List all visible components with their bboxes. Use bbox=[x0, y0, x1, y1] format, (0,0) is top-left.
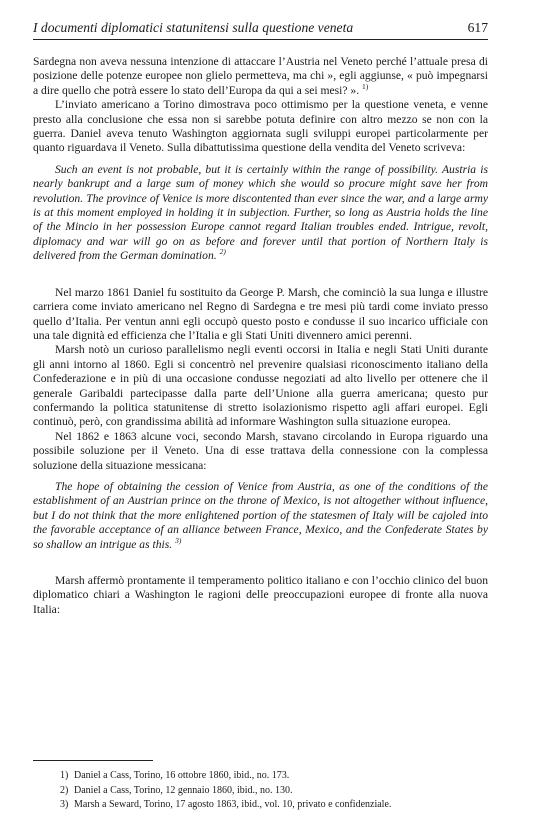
block-quote: The hope of obtaining the cession of Venice from Austria, as one of the conditions of the establishment of an Austrian prince on the throne of Mexico, is not altogether without influence, but I do not think that the more enlightened portion of the statesmen of Italy will be cajoled into the favorable acceptance of an alliance between France, Mexico, and the Confederate States by so shallow an intrigue as this. $^{3)}$ bbox=[33, 479, 488, 551]
footnote-ref: 2) bbox=[219, 247, 226, 257]
paragraph: L’inviato americano a Torino dimostrava poco ottimismo per la questione veneta, e venne presto alla conclusione che essa non si sarebbe potuta definire con altro mezzo se non con la guerra. Daniel aveva tenuto Washington aggiornata sugli sviluppi europei particolarmente per quanto riguardava il Veneto. Sulla dibattutissima questione della vendita del Veneto scriveva: bbox=[33, 98, 488, 155]
footnote-divider bbox=[33, 760, 153, 761]
body-text bbox=[33, 55, 488, 617]
paragraph: Nel 1862 e 1863 alcune voci, secondo Marsh, stavano circolando in Europa riguardo una possibile soluzione per il Veneto. Una di esse trattava della connessione con la complessa soluzione della situazione messicana: bbox=[33, 429, 488, 472]
footnote bbox=[60, 784, 490, 799]
footnote-text: Daniel a Cass, Torino, 16 ottobre 1860, ibid., no. 173. bbox=[74, 770, 290, 781]
footnote-number: 1) bbox=[60, 770, 69, 781]
footnote-ref: 1) bbox=[362, 81, 369, 91]
paragraph-continuation: Sardegna non aveva nessuna intenzione di attaccare l’Austria nel Veneto perché l’attuale presa di posizione delle potenze europee non glielo permetteva, ma chi », egli aggiunse, « può impegnarsi a dire quello che potrà essere lo stato dell’Europa da qui a sei mesi? ». $^{1)}$ bbox=[33, 55, 488, 97]
footnote-text: Marsh a Seward, Torino, 17 agosto 1863, ibid., vol. 10, privato e confidenziale. bbox=[74, 799, 392, 810]
footnotes bbox=[60, 769, 490, 813]
page-header bbox=[33, 20, 488, 40]
running-title: I documenti diplomatici statunitensi sulla questione veneta bbox=[33, 20, 354, 35]
footnote bbox=[60, 798, 490, 813]
footnote-ref: 3) bbox=[175, 535, 182, 545]
footnote-number: 2) bbox=[60, 784, 69, 796]
page-number: 617 bbox=[467, 20, 488, 35]
footnote-text: Daniel a Cass, Torino, 12 gennaio 1860, ibid., no. 130. bbox=[74, 784, 293, 796]
block-quote: Such an event is not probable, but it is certainly within the range of possibility. Austria is nearly bankrupt and a large sum of money which she would so procure might save her from revolution. The province of Venice is more discontented than ever since the war, and a large army is at this moment employed in holding it in subjection. Further, so long as Austria holds the line of the Mincio in her possession Europe cannot regard Italian troubles ended. Intrigue, revolt, diplomacy and war will go on as before and forever until that portion of Northern Italy is delivered from the German domination. $^{2)}$ bbox=[33, 162, 488, 263]
paragraph: Marsh affermò prontamente il temperamento politico italiano e con l’occhio clinico del buon diplomatico chiari a Washington le ragioni delle preoccupazioni europee di fronte alla nuova Italia: bbox=[33, 574, 488, 616]
paragraph: Nel marzo 1861 Daniel fu sostituito da George P. Marsh, che cominciò la sua lunga e illustre carriera come inviato americano nel Regno di Sardegna e tre mesi più tardi come inviato presso quello d’Italia. Per ventun anni egli occupò questo posto e condusse il suo incarico ufficiale con una tale dignità ed efficienza che l’Italia e gli Stati Uniti divennero amici perenni. bbox=[33, 285, 488, 342]
footnote bbox=[60, 769, 490, 784]
footnote-number: 3) bbox=[60, 799, 69, 810]
paragraph: Marsh notò un curioso parallelismo negli eventi occorsi in Italia e negli Stati Uniti durante gli anni intorno al 1860. Egli si concentrò nel prevenire qualsiasi riconoscimento italiano della Confederazione e in più di una occasione condusse negoziati ad alto livello per ottenere che il generale Garibaldi partecipasse dalla parte dell’Unione alla guerra americana; questo pur confermando la politica statunitense di stretto isolazionismo rispetto agli affari europei. Egli continuò, però, con grandissima abilità ad informare Washington sulla situazione europea. bbox=[33, 343, 488, 429]
